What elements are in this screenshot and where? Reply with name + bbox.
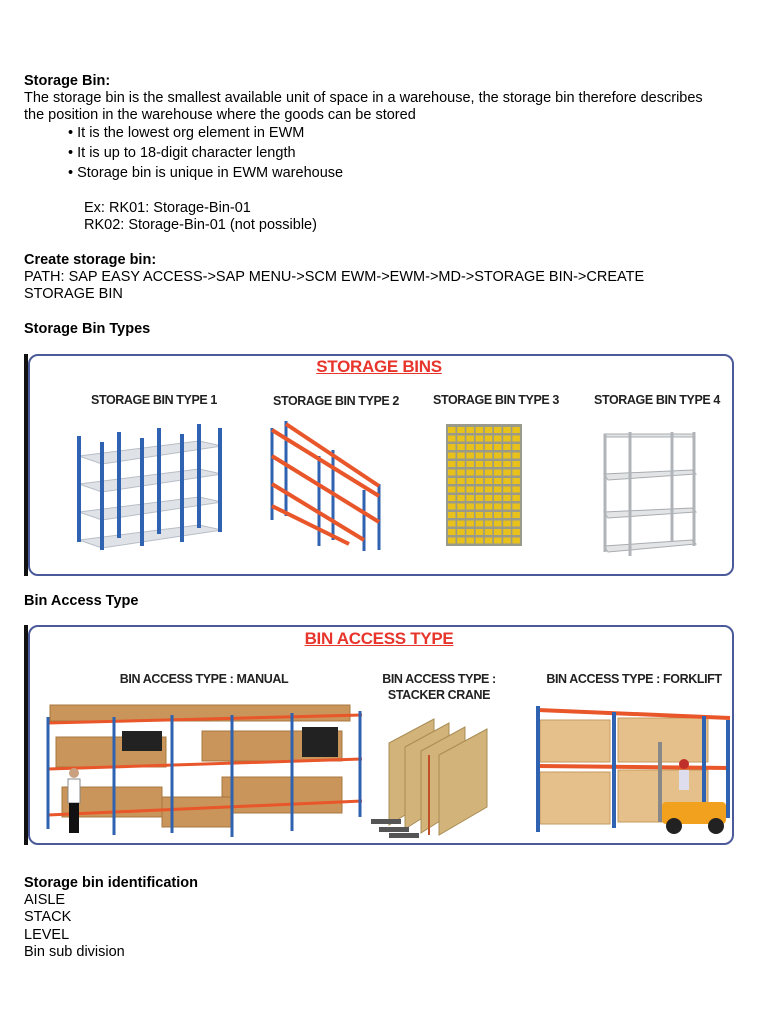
yellow-bin — [448, 529, 456, 535]
yellow-bin — [466, 495, 474, 501]
yellow-bin — [466, 436, 474, 442]
create-storage-bin-heading: Create storage bin: — [24, 252, 157, 268]
yellow-bin — [485, 444, 493, 450]
rack-type-4-image — [602, 430, 698, 556]
yellow-bin — [503, 512, 511, 518]
yellow-bin — [457, 436, 465, 442]
identification-item-stack: STACK — [24, 909, 72, 925]
yellow-bin — [485, 504, 493, 510]
yellow-bin — [457, 538, 465, 544]
rack-type-2-image — [269, 416, 389, 551]
caption-type-4: STORAGE BIN TYPE 4 — [594, 393, 720, 407]
yellow-bin — [457, 495, 465, 501]
identification-item-level: LEVEL — [24, 927, 70, 943]
yellow-bin — [476, 470, 484, 476]
yellow-bin — [466, 504, 474, 510]
yellow-bin — [503, 495, 511, 501]
yellow-bin — [512, 512, 520, 518]
yellow-bin — [494, 444, 502, 450]
example-line: Ex: RK01: Storage-Bin-01 — [84, 200, 251, 216]
yellow-bin — [448, 453, 456, 459]
worker-figure — [68, 768, 80, 833]
yellow-bin — [457, 453, 465, 459]
yellow-bin — [476, 444, 484, 450]
yellow-bin — [512, 495, 520, 501]
yellow-bin — [512, 427, 520, 433]
yellow-bin — [476, 427, 484, 433]
yellow-bin — [485, 521, 493, 527]
yellow-bin — [485, 487, 493, 493]
yellow-bin — [476, 487, 484, 493]
yellow-bin — [503, 461, 511, 467]
yellow-bin — [503, 529, 511, 535]
yellow-bin — [476, 504, 484, 510]
yellow-bin — [512, 444, 520, 450]
yellow-bin — [466, 453, 474, 459]
storage-bin-heading: Storage Bin: — [24, 73, 111, 89]
yellow-bin — [494, 512, 502, 518]
menu-path: PATH: SAP EASY ACCESS->SAP MENU->SCM EWM->EWM->MD->STORAGE BIN->CREATE — [24, 269, 645, 285]
figure-title: STORAGE BINS — [316, 357, 442, 376]
caption-stacker-crane-line1: BIN ACCESS TYPE : — [382, 672, 496, 686]
yellow-bin — [448, 444, 456, 450]
yellow-bin — [512, 504, 520, 510]
yellow-bin — [485, 436, 493, 442]
yellow-bin — [503, 487, 511, 493]
yellow-bin — [457, 461, 465, 467]
caption-stacker-crane-line2: STACKER CRANE — [387, 688, 491, 702]
yellow-bin — [494, 529, 502, 535]
yellow-bin — [466, 461, 474, 467]
yellow-bin — [457, 470, 465, 476]
yellow-bin — [457, 487, 465, 493]
yellow-bin — [457, 512, 465, 518]
yellow-bin — [457, 504, 465, 510]
identification-heading: Storage bin identification — [24, 875, 199, 891]
menu-path: STORAGE BIN — [24, 286, 123, 302]
yellow-bin — [466, 478, 474, 484]
yellow-bin — [494, 427, 502, 433]
yellow-bin — [466, 529, 474, 535]
yellow-bin — [466, 512, 474, 518]
yellow-bin — [503, 521, 511, 527]
bullet-item: • Storage bin is unique in EWM warehouse — [68, 165, 344, 181]
yellow-bin — [485, 427, 493, 433]
bin-access-type-heading: Bin Access Type — [24, 593, 139, 609]
yellow-bin — [448, 512, 456, 518]
yellow-bin — [494, 453, 502, 459]
yellow-bin — [466, 487, 474, 493]
yellow-bin — [512, 453, 520, 459]
yellow-bin — [494, 470, 502, 476]
yellow-bin — [448, 470, 456, 476]
yellow-bin — [476, 512, 484, 518]
yellow-bin — [457, 529, 465, 535]
manual-rack-image — [42, 697, 367, 837]
caption-type-3: STORAGE BIN TYPE 3 — [433, 393, 559, 407]
storage-bins-figure — [24, 354, 734, 576]
yellow-bin — [494, 487, 502, 493]
yellow-bin — [466, 427, 474, 433]
yellow-bin — [485, 478, 493, 484]
yellow-bin — [494, 461, 502, 467]
yellow-bin — [503, 427, 511, 433]
description-line: the position in the warehouse where the goods can be stored — [24, 107, 416, 123]
caption-type-2: STORAGE BIN TYPE 2 — [273, 394, 399, 408]
yellow-bin — [448, 461, 456, 467]
yellow-bin — [512, 521, 520, 527]
description-line: The storage bin is the smallest available unit of space in a warehouse, the storage bin therefore describes — [24, 90, 703, 106]
yellow-bin — [485, 512, 493, 518]
yellow-bin — [503, 436, 511, 442]
yellow-bin — [512, 436, 520, 442]
bin-access-type-figure — [24, 625, 734, 845]
yellow-bin — [448, 427, 456, 433]
yellow-bin — [476, 521, 484, 527]
yellow-bin — [476, 495, 484, 501]
yellow-bin — [512, 478, 520, 484]
stacker-crane-image — [369, 715, 519, 840]
yellow-bin — [457, 444, 465, 450]
yellow-bin — [503, 538, 511, 544]
yellow-bin — [448, 495, 456, 501]
yellow-bin — [448, 478, 456, 484]
yellow-bin — [494, 521, 502, 527]
identification-item-aisle: AISLE — [24, 892, 66, 908]
yellow-bin — [512, 538, 520, 544]
yellow-bin — [476, 453, 484, 459]
yellow-bin — [448, 538, 456, 544]
figure-title: BIN ACCESS TYPE — [304, 629, 454, 648]
yellow-bin — [466, 538, 474, 544]
yellow-bin — [503, 470, 511, 476]
yellow-bin — [448, 521, 456, 527]
yellow-bin — [457, 521, 465, 527]
yellow-bin — [512, 461, 520, 467]
yellow-bin — [503, 504, 511, 510]
yellow-bin — [466, 521, 474, 527]
yellow-bin — [448, 436, 456, 442]
yellow-bin — [512, 487, 520, 493]
bullet-item: • It is the lowest org element in EWM — [68, 125, 305, 141]
yellow-bin — [476, 436, 484, 442]
identification-item-bin-sub-division: Bin sub division — [24, 944, 125, 960]
yellow-bin — [485, 453, 493, 459]
yellow-bin — [494, 538, 502, 544]
yellow-bin — [494, 478, 502, 484]
yellow-bin — [503, 444, 511, 450]
yellow-bin — [485, 538, 493, 544]
caption-manual: BIN ACCESS TYPE : MANUAL — [119, 672, 289, 686]
rack-type-3-image — [444, 424, 526, 552]
yellow-bin — [503, 478, 511, 484]
yellow-bin — [512, 529, 520, 535]
yellow-bin — [494, 436, 502, 442]
storage-bin-types-heading: Storage Bin Types — [24, 321, 151, 337]
bullet-item: • It is up to 18-digit character length — [68, 145, 296, 161]
yellow-bin — [466, 444, 474, 450]
yellow-bin — [476, 529, 484, 535]
yellow-bin — [503, 453, 511, 459]
yellow-bin — [512, 470, 520, 476]
yellow-bin — [485, 529, 493, 535]
yellow-bin — [448, 504, 456, 510]
yellow-bin — [494, 504, 502, 510]
yellow-bin — [476, 478, 484, 484]
caption-forklift: BIN ACCESS TYPE : FORKLIFT — [546, 672, 722, 686]
yellow-bin — [485, 495, 493, 501]
forklift-rack-image — [534, 700, 734, 838]
yellow-bin — [457, 478, 465, 484]
yellow-bin — [457, 427, 465, 433]
yellow-bin — [448, 487, 456, 493]
rack-type-1-image — [74, 420, 224, 555]
caption-type-1: STORAGE BIN TYPE 1 — [91, 393, 217, 407]
yellow-bin — [466, 470, 474, 476]
yellow-bin — [476, 461, 484, 467]
yellow-bin — [476, 538, 484, 544]
yellow-bin — [485, 470, 493, 476]
example-line: RK02: Storage-Bin-01 (not possible) — [84, 217, 317, 233]
yellow-bin — [485, 461, 493, 467]
yellow-bin — [494, 495, 502, 501]
